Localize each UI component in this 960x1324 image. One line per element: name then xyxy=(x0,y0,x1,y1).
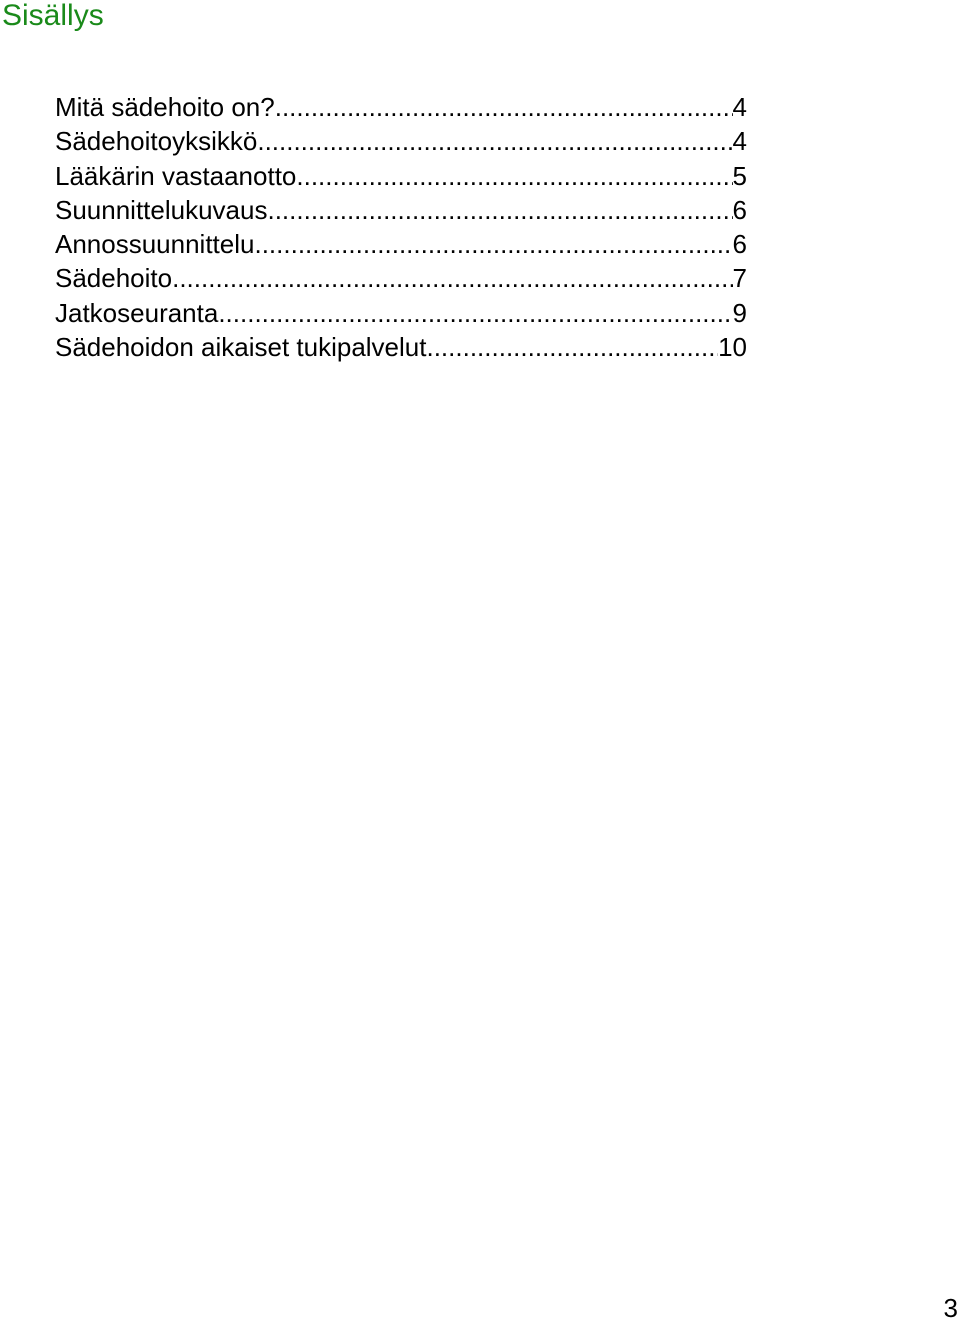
toc-entry-page: 4 xyxy=(732,92,747,122)
toc-entry-page: 7 xyxy=(732,263,747,294)
toc-entry-mita-sadehoito-on[interactable] xyxy=(55,90,747,124)
toc-dot-leader xyxy=(254,227,732,261)
toc-entry-title: Mitä sädehoito on? xyxy=(55,92,275,122)
toc-entry-title: Lääkärin vastaanotto xyxy=(55,160,297,191)
toc-entry-page: 10 xyxy=(718,332,747,363)
toc-heading: Sisällys xyxy=(2,0,104,32)
toc-dot-leader xyxy=(267,193,732,227)
toc-entry-title: Annossuunnittelu xyxy=(55,229,255,260)
table-of-contents xyxy=(55,90,747,364)
toc-entry-annossuunnittelu[interactable] xyxy=(55,227,747,261)
toc-entry-laakarin-vastaanotto[interactable] xyxy=(55,159,747,193)
toc-entry-title: Sädehoitoyksikkö xyxy=(55,126,258,157)
toc-entry-page: 6 xyxy=(732,194,747,225)
toc-dot-leader xyxy=(257,124,732,158)
toc-entry-page: 9 xyxy=(732,297,747,328)
toc-entry-page: 4 xyxy=(732,126,747,157)
toc-entry-title: Suunnittelukuvaus xyxy=(55,194,268,225)
toc-dot-leader xyxy=(296,159,732,193)
toc-entry-sadehoidon-aikaiset-tukipalvelut[interactable] xyxy=(55,330,747,364)
toc-entry-page: 6 xyxy=(732,229,747,260)
toc-dot-leader xyxy=(218,296,732,330)
toc-entry-title: Sädehoito xyxy=(55,263,173,294)
page-number: 3 xyxy=(943,1293,958,1323)
toc-entry-jatkoseuranta[interactable] xyxy=(55,296,747,330)
toc-entry-sadehoitoyksikko[interactable] xyxy=(55,124,747,158)
toc-entry-title: Jatkoseuranta xyxy=(55,297,219,328)
toc-entry-page: 5 xyxy=(732,160,747,191)
toc-entry-title: Sädehoidon aikaiset tukipalvelut xyxy=(55,332,427,363)
toc-entry-suunnittelukuvaus[interactable] xyxy=(55,193,747,227)
toc-dot-leader xyxy=(172,261,732,295)
toc-dot-leader xyxy=(275,90,733,124)
toc-dot-leader xyxy=(426,330,718,364)
toc-entry-sadehoito[interactable] xyxy=(55,261,747,295)
